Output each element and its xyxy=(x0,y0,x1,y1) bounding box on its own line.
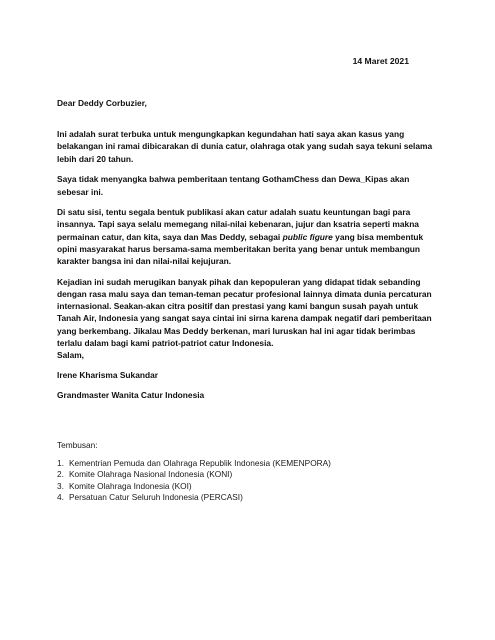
list-item xyxy=(57,492,331,504)
paragraph-1 xyxy=(57,128,439,165)
paragraph-4-text: Kejadian ini sudah merugikan banyak pihak dan kepopuleran yang didapat tidak sebanding dengan rasa malu saya dan teman-teman pecatur profesional lainnya dimata dunia percaturan internasional. Seakan-akan citra positif dan prestasi yang kami bangun susah payah untuk Tanah Air, Indonesia yang sangat saya cintai ini sirna karena dampak negatif dari pemberitaan yang berkembang. Jikalau Mas Deddy berkenan, mari luruskan hal ini agar tidak berimbas terlalu dalam bagi kami patriot-patriot catur Indonesia. xyxy=(57,276,432,348)
paragraph-3-text-start: Di satu sisi, tentu segala bentuk publikasi akan catur adalah suatu keuntungan bagi para insannya. Tapi saya selalu memegang nilai-nilai kebenaran, jujur dan ksatria seperti makna permainan catur, dan kita, saya dan Mas Deddy, sebagai xyxy=(57,207,419,242)
list-item-number: 1. xyxy=(57,457,64,468)
list-item xyxy=(57,469,331,481)
list-item-number: 3. xyxy=(57,480,64,491)
list-item-text: Persatuan Catur Seluruh Indonesia (PERCASI) xyxy=(69,492,243,502)
tembusan-section xyxy=(57,440,331,504)
list-item xyxy=(57,458,331,470)
paragraph-1-text: Ini adalah surat terbuka untuk mengungkapkan kegundahan hati saya akan kasus yang belakangan ini ramai dibicarakan di dunia catur, olahraga otak yang sudah saya tekuni selama lebih dari 20 tahun. xyxy=(57,129,433,164)
signer-name: Irene Kharisma Sukandar xyxy=(57,370,159,380)
list-item-text: Komite Olahraga Nasional Indonesia (KONI) xyxy=(69,469,233,479)
paragraph-2 xyxy=(57,173,439,197)
list-item-number: 2. xyxy=(57,469,64,479)
paragraph-3-text-end: yang bisa membentuk opini masyarakat harus bersama-sama memberitakan berita yang benar untuk membangun karakter bangsa ini dan nilai-nilai kejujuran. xyxy=(57,231,424,267)
list-item-text: Kementrian Pemuda dan Olahraga Republik Indonesia (KEMENPORA) xyxy=(69,457,331,468)
letter-closing xyxy=(57,349,204,409)
list-item-number: 4. xyxy=(57,492,64,502)
salutation: Salam, xyxy=(57,350,85,360)
letter-body xyxy=(57,97,439,357)
list-item-text: Komite Olahraga Indonesia (KOI) xyxy=(69,480,192,491)
tembusan-title: Tembusan: xyxy=(57,440,98,450)
paragraph-3 xyxy=(57,206,439,267)
letter-date: 14 Maret 2021 xyxy=(352,56,409,66)
letter-greeting: Dear Deddy Corbuzier, xyxy=(57,98,147,108)
paragraph-4 xyxy=(57,276,439,349)
tembusan-list xyxy=(57,458,331,504)
paragraph-3-emphasis: public figure xyxy=(282,231,333,242)
paragraph-2-text: Saya tidak menyangka bahwa pemberitaan tentang GothamChess dan Dewa_Kipas akan sebesar ini. xyxy=(57,174,410,197)
signer-title: Grandmaster Wanita Catur Indonesia xyxy=(57,390,205,400)
list-item xyxy=(57,481,331,493)
